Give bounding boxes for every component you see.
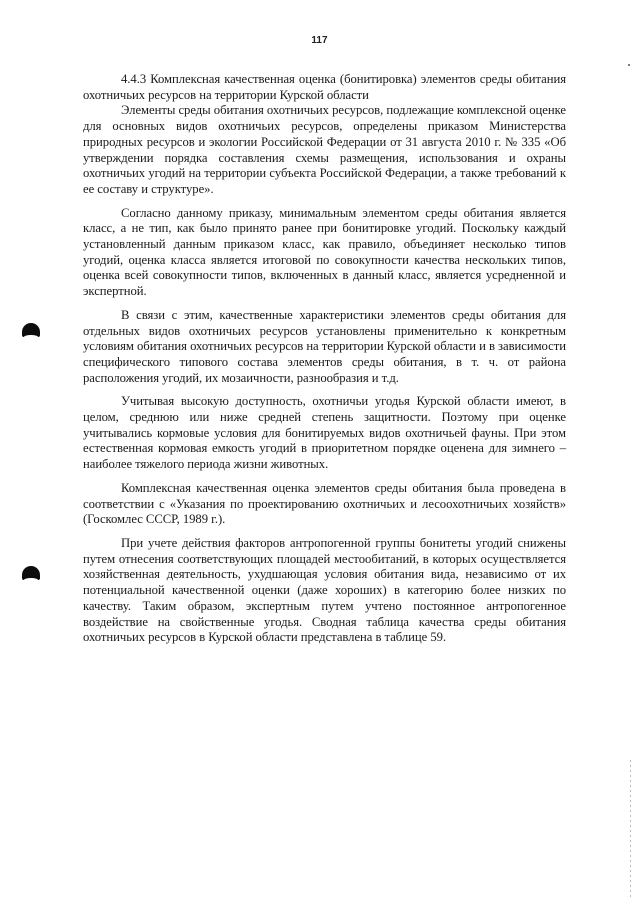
paragraph: При учете действия факторов антропогенной группы бонитеты угодий снижены путем отнесения соответствующих площадей местообитаний, в которых осуществляется хозяйственная деятельность, ухудшающая условия обитания вида, независимо от их потенциальной качественной оценки (даже хороших) в категорию более низких по качеству. Таким образом, экспертным путем учтено постоянное антропогенное воздействие на свойственные угодья. Сводная таблица качества среды обитания охотничьих ресурсов в Курской области представлена в таблице 59. xyxy=(83,535,566,645)
paragraph: В связи с этим, качественные характеристики элементов среды обитания для отдельных видов охотничьих ресурсов установлены применительно к конкретным условиям обитания охотничьих ресурсов на территории Курской области и в зависимости специфического типового состава элементов среды обитания, в т. ч. от района расположения угодий, их мозаичности, разнообразия и т.д. xyxy=(83,307,566,385)
document-body xyxy=(83,72,566,646)
paragraph: Согласно данному приказу, минимальным элементом среды обитания является класс, а не тип, как было принято ранее при бонитировке угодий. Поскольку каждый установленный данным приказом класс, как правило, объединяет несколько типов угодий, оценка класса является итоговой по совокупности качества нескольких типов, оценка всей совокупности типов, включенных в данный класс, является усредненной и экспертной. xyxy=(83,205,566,299)
paragraph: Элементы среды обитания охотничьих ресурсов, подлежащие комплексной оценке для основных видов охотничьих ресурсов, определены приказом Министерства природных ресурсов и экологии Российской Федерации от 31 августа 2010 г. № 335 «Об утверждении порядка составления схемы размещения, использования и охраны охотничьих угодий на территории субъекта Российской Федерации, а также требований к ее составу и структуре». xyxy=(83,103,566,196)
scan-edge-line xyxy=(630,760,631,900)
binder-hole xyxy=(22,323,40,337)
scan-speck xyxy=(628,64,630,66)
page-number: 117 xyxy=(311,35,328,46)
binder-hole xyxy=(22,566,40,580)
paragraph: Учитывая высокую доступность, охотничьи угодья Курской области имеют, в целом, среднюю или ниже средней степень защитности. Поэтому при оценке учитывались кормовые условия для бонитируемых видов охотничьей фауны. При этом естественная кормовая емкость угодий в приоритетном порядке оценена для зимнего – наиболее тяжелого периода жизни животных. xyxy=(83,394,566,472)
section-heading: 4.4.3 Комплексная качественная оценка (бонитировка) элементов среды обитания охотничьих ресурсов на территории Курской области xyxy=(83,72,566,102)
paragraph: Комплексная качественная оценка элементов среды обитания была проведена в соответствии с «Указания по проектированию охотничьих и лесоохотничьих хозяйств» (Госкомлес СССР, 1989 г.). xyxy=(83,480,566,527)
